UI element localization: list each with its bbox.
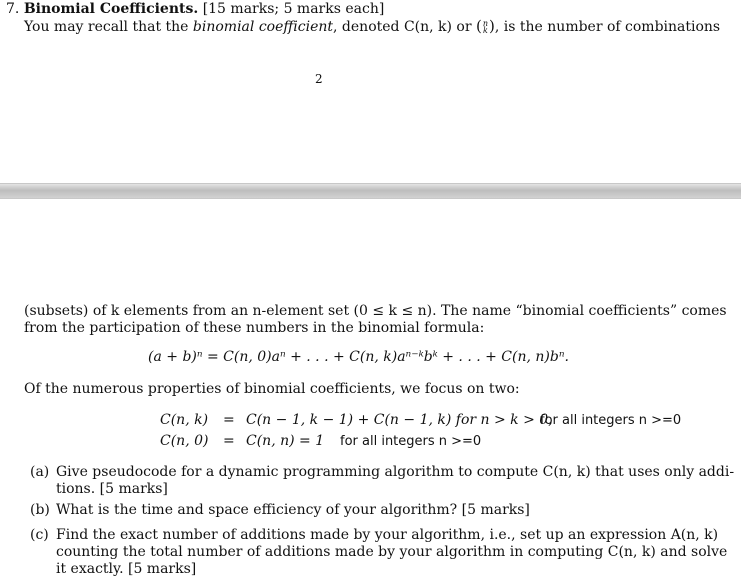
intro-term: binomial coefficient xyxy=(192,19,334,35)
intro-denoted: , denoted C(n, k) or xyxy=(333,19,472,35)
question-a-label: (a) xyxy=(30,464,50,480)
continuation-line-1: (subsets) of k elements from an n-element set (0 ≤ k ≤ n). The name “binomial coefficients” comes xyxy=(24,303,727,319)
question-c-line1: Find the exact number of additions made by your algorithm, i.e., set up an expression A(n, k) xyxy=(56,527,719,543)
eq2-rhs: C(n, n) = 1 xyxy=(246,433,325,449)
eq2-condition: for all integers n >=0 xyxy=(340,434,482,449)
question-c-line2: counting the total number of additions made by your algorithm in computing C(n, k) and solve xyxy=(56,544,728,560)
eq1-condition: for all integers n >=0 xyxy=(540,413,682,428)
question-a xyxy=(30,464,734,481)
page-number: 2 xyxy=(315,72,323,86)
binom-top: n xyxy=(482,19,489,28)
binom-bottom: k xyxy=(483,26,488,35)
continuation-line-2: from the participation of these numbers in the binomial formula: xyxy=(24,320,485,336)
eq2-eq: = xyxy=(223,433,235,449)
problem-marks: [15 marks; 5 marks each] xyxy=(202,1,385,17)
question-c-line3: it exactly. [5 marks] xyxy=(56,561,197,577)
question-a-line2: tions. [5 marks] xyxy=(56,481,168,497)
question-b-label: (b) xyxy=(30,502,50,518)
properties-intro: Of the numerous properties of binomial coefficients, we focus on two: xyxy=(24,381,520,397)
binomial-symbol xyxy=(483,20,488,34)
binomial-formula: (a + b)ⁿ = C(n, 0)aⁿ + . . . + C(n, k)aⁿ⁻ᵏbᵏ + . . . + C(n, n)bⁿ. xyxy=(148,349,569,365)
page-separator xyxy=(0,183,741,199)
question-b xyxy=(30,502,530,519)
problem-heading xyxy=(6,1,384,18)
question-b-line1: What is the time and space efficiency of your algorithm? [5 marks] xyxy=(56,502,530,518)
eq2-lhs: C(n, 0) xyxy=(160,433,209,449)
eq1-eq: = xyxy=(223,412,235,428)
eq1-lhs: C(n, k) xyxy=(160,412,209,428)
question-c-label: (c) xyxy=(30,527,49,543)
intro-prefix: You may recall that the xyxy=(24,19,189,35)
problem-number: 7. xyxy=(6,1,20,17)
question-c xyxy=(30,527,718,544)
intro-suffix: , is the number of combinations xyxy=(494,19,721,35)
problem-title: Binomial Coefficients. xyxy=(23,1,199,17)
problem-intro: You may recall that the binomial coefficient, denoted C(n, k) or (n k), is the number of combinations xyxy=(24,17,721,35)
question-a-line1: Give pseudocode for a dynamic programming algorithm to compute C(n, k) that uses only addi- xyxy=(56,464,735,480)
eq1-rhs: C(n − 1, k − 1) + C(n − 1, k) for n > k > 0, xyxy=(246,412,553,428)
